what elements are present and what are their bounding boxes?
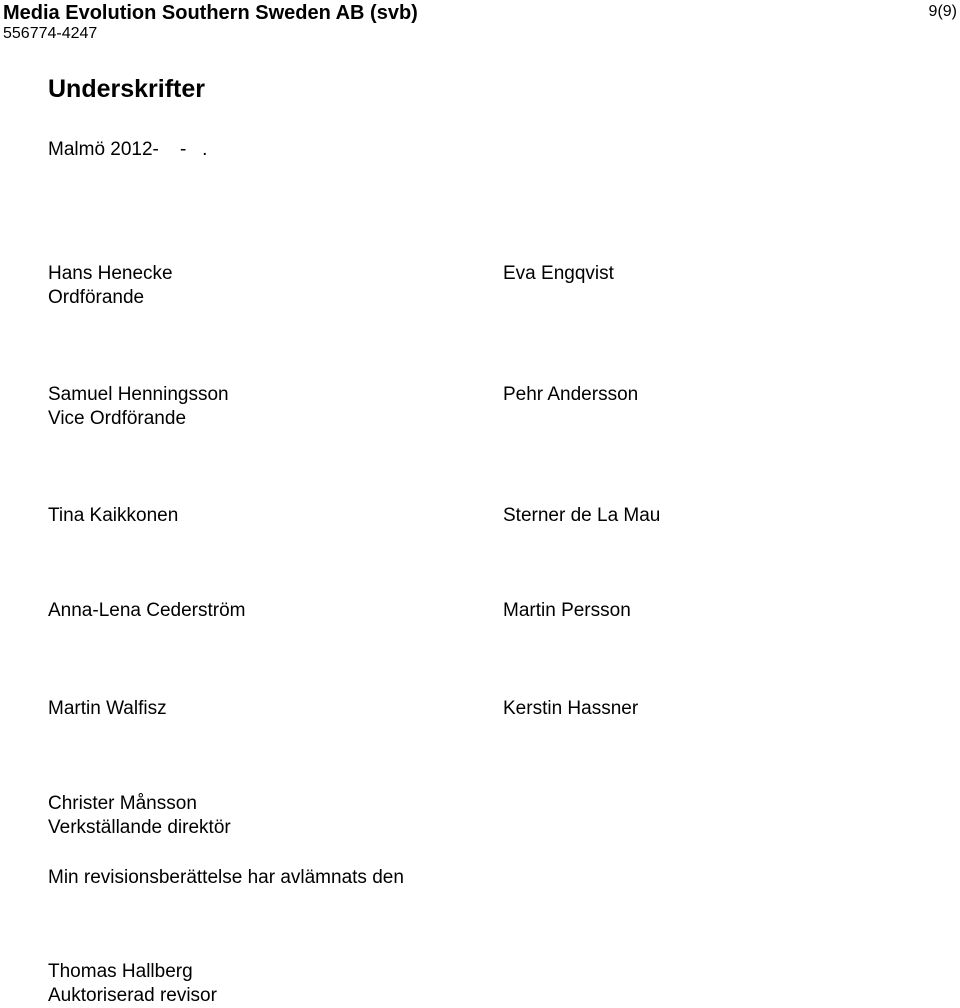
audit-statement: Min revisionsberättelse har avlämnats den (48, 867, 404, 888)
signatory-name: Eva Engqvist (503, 263, 614, 284)
company-name: Media Evolution Southern Sweden AB (svb) (3, 2, 418, 24)
signature-sterner-de-la-mau (503, 504, 660, 528)
signature-kerstin-hassner (503, 697, 638, 721)
signatory-name: Pehr Andersson (503, 384, 639, 405)
signatory-name: Christer Månsson (48, 793, 197, 814)
signatory-name: Sterner de La Mau (503, 505, 661, 526)
signatory-title: Vice Ordförande (48, 408, 187, 429)
signature-auditor (48, 960, 217, 1008)
signature-anna-lena-cederstrom (48, 599, 246, 623)
signature-samuel-henningsson (48, 383, 229, 431)
signature-hans-henecke (48, 262, 173, 310)
signatory-name: Martin Walfisz (48, 698, 167, 719)
signatory-name: Tina Kaikkonen (48, 505, 179, 526)
signature-eva-engqvist (503, 262, 614, 286)
signature-christer-mansson (48, 792, 231, 840)
signatory-name: Kerstin Hassner (503, 698, 639, 719)
place-date: Malmö 2012- - . (48, 139, 208, 160)
page-title: Underskrifter (48, 75, 205, 103)
page-number: 9(9) (928, 3, 957, 20)
signature-tina-kaikkonen (48, 504, 178, 528)
signatory-name: Martin Persson (503, 600, 631, 621)
signatory-title: Ordförande (48, 287, 145, 308)
organization-number: 556774-4247 (3, 25, 98, 42)
signature-pehr-andersson (503, 383, 638, 407)
signatory-name: Hans Henecke (48, 263, 173, 284)
signatory-name: Anna-Lena Cederström (48, 600, 246, 621)
signatory-title: Verkställande direktör (48, 817, 231, 838)
signatory-name: Samuel Henningsson (48, 384, 229, 405)
auditor-name: Thomas Hallberg (48, 961, 193, 982)
auditor-title: Auktoriserad revisor (48, 985, 217, 1006)
signature-martin-walfisz (48, 697, 167, 721)
signature-martin-persson (503, 599, 631, 623)
